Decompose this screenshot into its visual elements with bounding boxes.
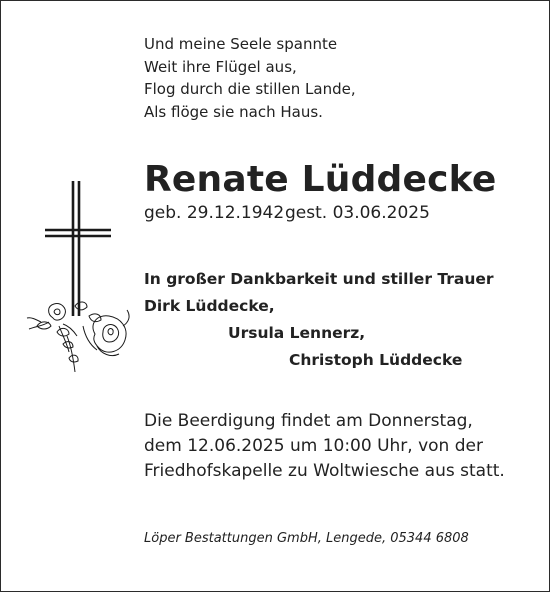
undertaker-info: Löper Bestattungen GmbH, Lengede, 05344 6808 bbox=[144, 531, 469, 546]
funeral-line: Friedhofskapelle zu Woltwiesche aus statt. bbox=[144, 461, 505, 481]
poem bbox=[144, 33, 356, 123]
funeral-info bbox=[144, 409, 505, 484]
poem-line: Als flöge sie nach Haus. bbox=[144, 102, 323, 121]
funeral-line: Die Beerdigung findet am Donnerstag, bbox=[144, 411, 473, 431]
deceased-name: Renate Lüddecke bbox=[144, 159, 497, 200]
mourner-name: Dirk Lüddecke, bbox=[144, 297, 275, 315]
birth-date: geb. 29.12.1942 bbox=[144, 203, 285, 223]
life-dates bbox=[144, 203, 430, 223]
poem-line: Weit ihre Flügel aus, bbox=[144, 57, 297, 76]
cross-with-roses-icon bbox=[23, 176, 133, 381]
death-date: gest. 03.06.2025 bbox=[285, 203, 430, 223]
poem-line: Und meine Seele spannte bbox=[144, 35, 338, 53]
mourner-name: Ursula Lennerz, bbox=[228, 324, 366, 342]
mourners bbox=[144, 266, 494, 374]
poem-line: Flog durch die stillen Lande, bbox=[144, 80, 356, 98]
mourner-name: Christoph Lüddecke bbox=[289, 351, 463, 369]
mourners-intro: In großer Dankbarkeit und stiller Trauer bbox=[144, 270, 494, 288]
funeral-line: dem 12.06.2025 um 10:00 Uhr, von der bbox=[144, 436, 483, 456]
